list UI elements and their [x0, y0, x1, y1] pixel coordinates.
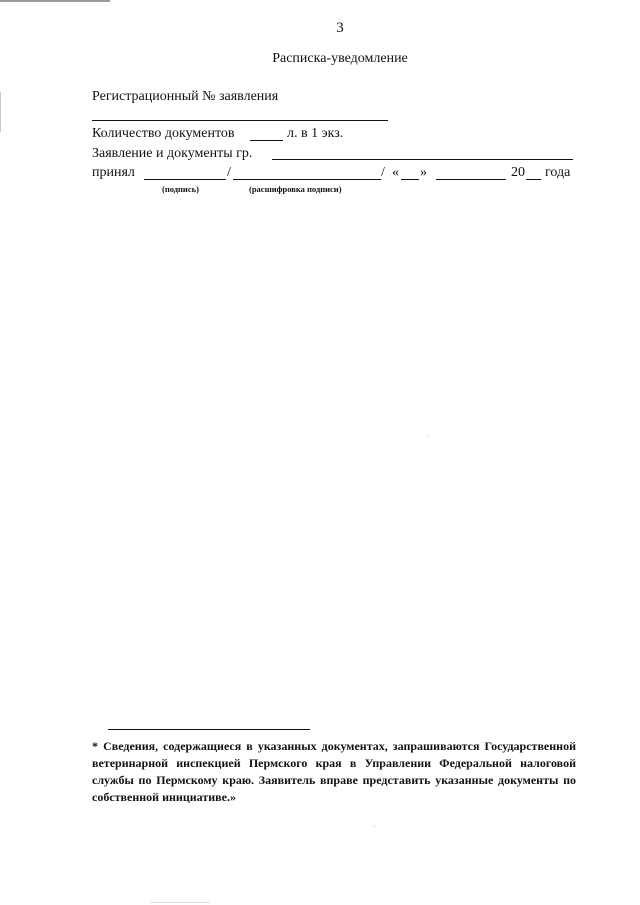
footnote: [92, 738, 576, 806]
scan-edge-top: [0, 0, 110, 2]
registration-number-blank: [92, 120, 388, 121]
documents-count-suffix: л. в 1 экз.: [287, 126, 344, 141]
scan-edge-left: [0, 92, 1, 132]
caption-signature-decoding: (расшифровка подписи): [249, 184, 342, 194]
caption-signature: (подпись): [162, 184, 199, 194]
signature-decoding-blank: [233, 179, 381, 180]
footnote-separator: [108, 729, 310, 730]
year-prefix: 20: [511, 165, 525, 180]
quote-open: «: [392, 165, 399, 180]
signature-blank: [144, 179, 226, 180]
page-number: 3: [336, 20, 344, 36]
footnote-marker: *: [92, 739, 98, 753]
accepted-label: принял: [92, 165, 135, 180]
documents-count-blank: [250, 140, 283, 141]
slash-separator-2: /: [381, 165, 385, 180]
scan-speck: [374, 826, 375, 827]
scan-speck: [428, 436, 429, 437]
quote-close: »: [420, 165, 427, 180]
registration-label: Регистрационный № заявления: [92, 89, 279, 104]
year-blank: [526, 179, 541, 180]
page-title: Расписка-уведомление: [272, 51, 408, 66]
month-blank: [436, 179, 506, 180]
footnote-text: Сведения, содержащиеся в указанных документах, запрашиваются Государственной ветеринарной инспекцией Пермского края в Управлении Федеральной налоговой службы по Пермскому краю. Заявитель вправе представить указанные документы по собственной инициативе.»: [92, 739, 577, 804]
applicant-name-blank: [272, 159, 573, 160]
application-label: Заявление и документы гр.: [92, 146, 253, 161]
slash-separator-1: /: [227, 165, 231, 180]
documents-count-label: Количество документов: [92, 126, 235, 141]
day-blank: [401, 179, 419, 180]
scan-speck: [150, 902, 210, 903]
year-suffix: года: [545, 165, 571, 180]
